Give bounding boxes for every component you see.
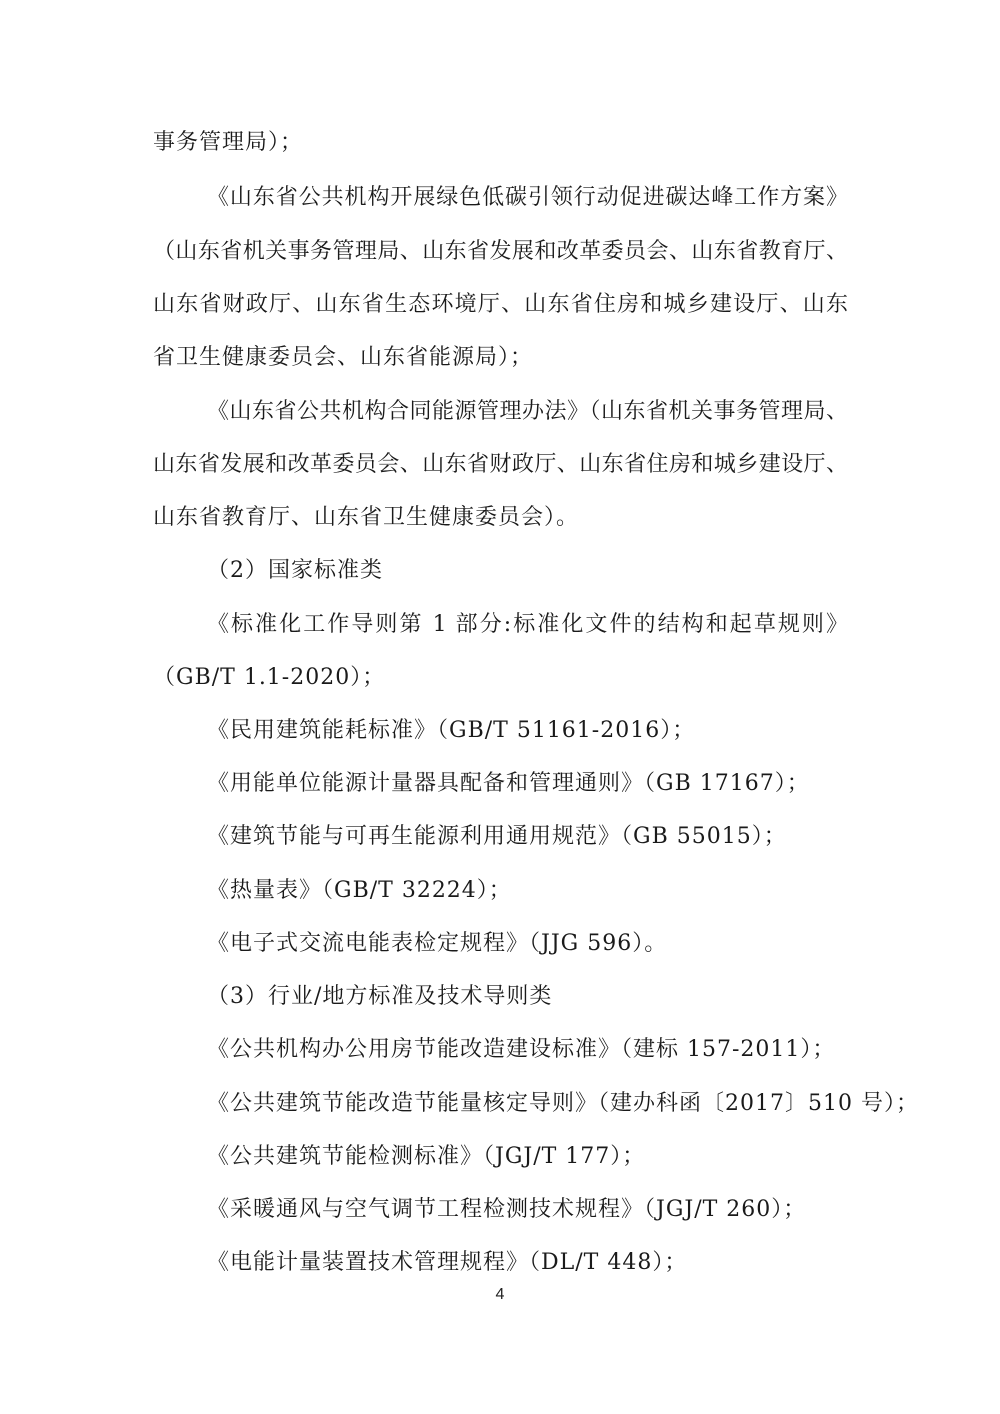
text-line: 《公共机构办公用房节能改造建设标准》（建标 157-2011）；: [207, 1037, 836, 1062]
text-line: （GB/T 1.1-2020）；: [153, 665, 386, 690]
text-line: 《电子式交流电能表检定规程》（JJG 596）。: [207, 931, 668, 956]
text-line: 《民用建筑能耗标准》（GB/T 51161-2016）；: [207, 718, 696, 743]
text-line: 山东省教育厅、山东省卫生健康委员会）。: [153, 505, 580, 530]
text-line: 事务管理局）；: [153, 130, 304, 155]
text-line: 《公共建筑节能改造节能量核定导则》（建办科函〔2017〕510 号）；: [207, 1091, 919, 1116]
text-line: 《山东省公共机构开展绿色低碳引领行动促进碳达峰工作方案》: [207, 185, 848, 210]
text-line: 《公共建筑节能检测标准》（JGJ/T 177）；: [207, 1144, 646, 1169]
text-line: 《热量表》（GB/T 32224）；: [207, 878, 512, 903]
text-line: 《采暖通风与空气调节工程检测技术规程》（JGJ/T 260）；: [207, 1197, 807, 1222]
text-line: 《标准化工作导则第 1 部分:标准化文件的结构和起草规则》: [207, 612, 848, 637]
text-line: 山东省财政厅、山东省生态环境厅、山东省住房和城乡建设厅、山东: [153, 292, 848, 317]
text-line: 《用能单位能源计量器具配备和管理通则》（GB 17167）；: [207, 771, 810, 796]
text-line: 省卫生健康委员会、山东省能源局）；: [153, 345, 534, 370]
text-line: 山东省发展和改革委员会、山东省财政厅、山东省住房和城乡建设厅、: [153, 452, 848, 477]
text-line: 《山东省公共机构合同能源管理办法》（山东省机关事务管理局、: [207, 399, 848, 424]
text-line: 《电能计量装置技术管理规程》（DL/T 448）；: [207, 1250, 688, 1275]
section-heading: （2）国家标准类: [207, 558, 383, 583]
text-line: （山东省机关事务管理局、山东省发展和改革委员会、山东省教育厅、: [153, 239, 848, 264]
page-number: 4: [495, 1286, 505, 1303]
section-heading: （3）行业/地方标准及技术导则类: [207, 984, 553, 1009]
text-line: 《建筑节能与可再生能源利用通用规范》（GB 55015）；: [207, 824, 787, 849]
